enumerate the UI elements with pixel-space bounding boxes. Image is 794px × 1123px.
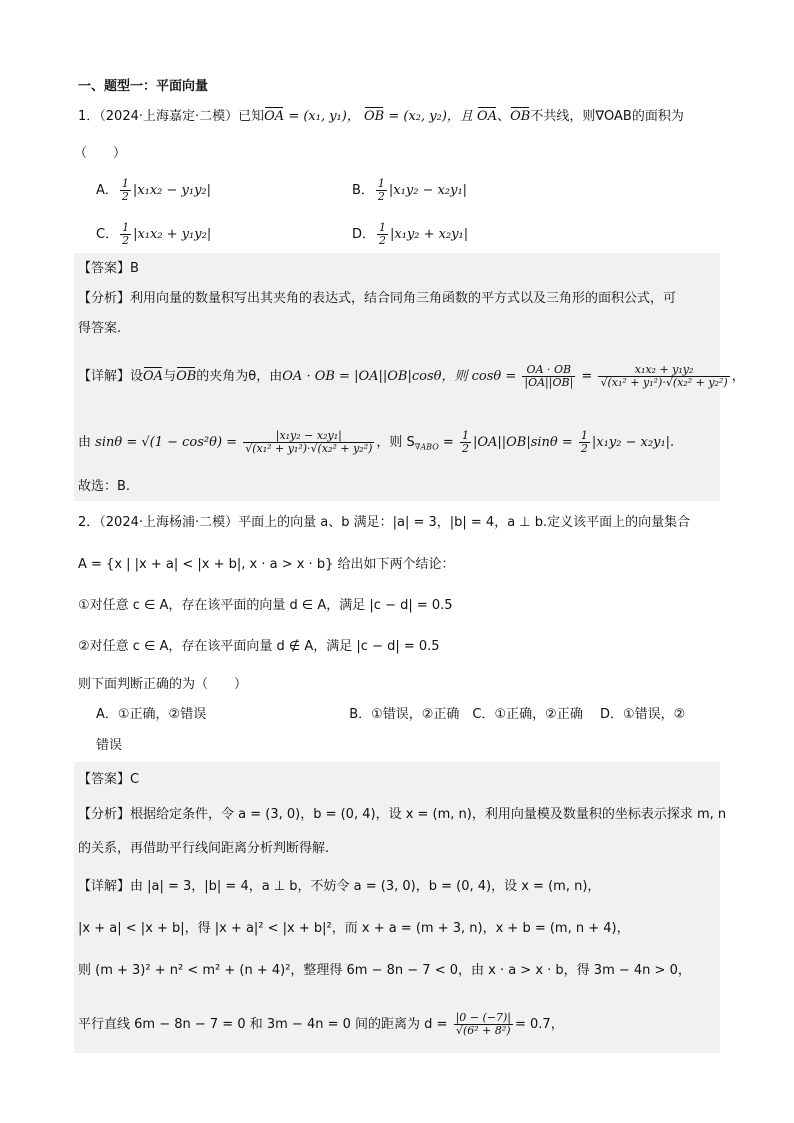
area-subscript: ∇ABO [414,442,439,452]
vector-oa-3: OA [143,369,164,384]
q2-analysis-line1: 【分析】根据给定条件，令 a = (3, 0)，b = (0, 4)，设 x = (m, n)，利用向量模及数量积的坐标表示探求 m, n [78,807,727,822]
q1-option-b [352,178,467,203]
distance-text: 平行直线 6m − 8n − 7 = 0 和 3m − 4n = 0 间的距离为 d = [78,1017,448,1032]
q1-ob-value: = (x₂, y₂)，且 [388,109,473,124]
q2-detail-line2: |x + a| < |x + b|，得 |x + a|² < |x + b|²，而 x + a = (m + 3, n)，x + b = (m, n + 4)， [78,921,630,936]
detail-angle-text: 的夹角为θ，由 [196,369,283,384]
detail-and: 与 [163,369,177,384]
q2-conclusion-1: ①对任意 c ∈ A，存在该平面的向量 d ∈ A，满足 |c − d| = 0.5 [78,598,453,613]
distance-fraction: $\frac{|0 - (-7)|}{\text{√(6² + 8²)}}$ [455,1011,511,1037]
half-fraction: $\frac{1}{2}$ [122,221,130,247]
area-equals: = [442,435,454,450]
q1-stem [78,108,684,126]
sin-fraction: $\frac{\text{|x₁y₂ − x₂y₁|}}{\text{√(x₁² + y₁²)·√(x₂² + y₂²)}}$ [245,429,373,455]
vector-ob-2: OB [510,109,531,124]
detail2-prefix: 由 [78,435,92,450]
vector-ob-3: OB [176,369,197,384]
q1-option-a [96,178,211,203]
q1-separator: 、 [497,109,511,124]
half-fraction: $\frac{1}{2}$ [379,221,387,247]
q1-oa-value: = (x₁, y₁)， [288,109,360,124]
q2-question: 则下面判断正确的为（ ） [78,677,248,692]
cos-tail: ， [731,369,745,384]
cos-fraction-1: $\frac{OA \cdot OB}{|OA||OB|}$ [524,363,574,389]
q1-analysis-line1: 【分析】利用向量的数量积写出其夹角的表达式，结合同角三角函数的平方式以及三角形的面积公式，可 [78,291,677,306]
q1-paren: （ ） [74,146,127,161]
vector-oa-2: OA [477,109,498,124]
q2-options-wrap: 错误 [96,738,123,753]
option-a-expr: |x₁x₂ − y₁y₂| [132,183,212,198]
q1-option-d [352,222,468,247]
q1-detail-line1 [78,364,745,389]
q2-stem-line2: A = {x | |x + a| < |x + b|, x · a > x · b} 给出如下两个结论： [78,557,455,572]
q1-stem-prefix: 1．（2024·上海嘉定·二模）已知 [78,109,265,124]
cos-fraction-2: $\frac{\text{x₁x₂ + y₁y₂}}{\text{√(x₁² + y₁²)·√(x₂² + y₂²)}}$ [600,363,728,389]
area-half: $\frac{1}{2}$ [461,429,469,455]
q1-option-c [96,222,211,247]
option-d-expr: |x₁y₂ + x₂y₁| [390,227,469,242]
area-result: |x₁y₂ − x₂y₁|. [591,435,675,450]
q2-conclusion-2: ②对任意 c ∈ A，存在该平面向量 d ∉ A，满足 |c − d| = 0.5 [78,639,440,654]
area-half-2: $\frac{1}{2}$ [580,429,588,455]
detail-prefix: 【详解】设 [78,369,144,384]
cos-equals: = [581,369,593,384]
q1-not-collinear: 不共线，则∇OAB的面积为 [530,109,684,124]
q1-detail-line2 [78,430,674,457]
q1-answer: 【答案】B [78,261,139,276]
option-d-label: D． [352,227,376,242]
half-fraction: $\frac{1}{2}$ [121,177,129,203]
q1-analysis-line2: 得答案. [78,321,122,336]
q2-stem-line1: 2．（2024·上海杨浦·二模）平面上的向量 a、b 满足：|a| = 3，|b| = 4，a ⊥ b.定义该平面上的向量集合 [78,515,691,530]
option-b-expr: |x₁y₂ − x₂y₁| [388,183,468,198]
q2-detail-line1: 【详解】由 |a| = 3，|b| = 4，a ⊥ b，不妨令 a = (3, 0)，b = (0, 4)，设 x = (m, n)， [78,879,601,894]
dot-product-identity: OA · OB = |OA||OB|cosθ，则 [282,369,468,384]
q2-options: A．①正确，②错误 B．①错误，②正确 C．①正确，②正确 D．①错误，② [96,707,686,722]
q1-choice: 故选：B. [78,479,131,494]
sin-mid: ，则 S [376,435,415,450]
sin-label: sinθ = √(1 − cos²θ) = [95,435,238,450]
q2-answer: 【答案】C [78,772,140,787]
vector-ob: OB [364,109,385,124]
section-title: 一、题型一：平面向量 [78,79,209,94]
cos-label: cosθ = [471,369,517,384]
option-b-label: B． [352,183,374,198]
half-fraction: $\frac{1}{2}$ [377,177,385,203]
distance-result: = 0.7， [515,1017,564,1032]
q2-analysis-line2: 的关系，再借助平行线间距离分析判断得解. [78,841,330,856]
q2-detail-line4 [78,1012,564,1037]
q2-detail-line3: 则 (m + 3)² + n² < m² + (n + 4)²，整理得 6m − 8n − 7 < 0，由 x · a > x · b，得 3m − 4n > 0， [78,963,691,978]
vector-oa: OA [264,109,285,124]
option-c-expr: |x₁x₂ + y₁y₂| [133,227,212,242]
option-c-label: C． [96,227,119,242]
option-a-label: A． [96,183,118,198]
area-expr: |OA||OB|sinθ = [472,435,573,450]
